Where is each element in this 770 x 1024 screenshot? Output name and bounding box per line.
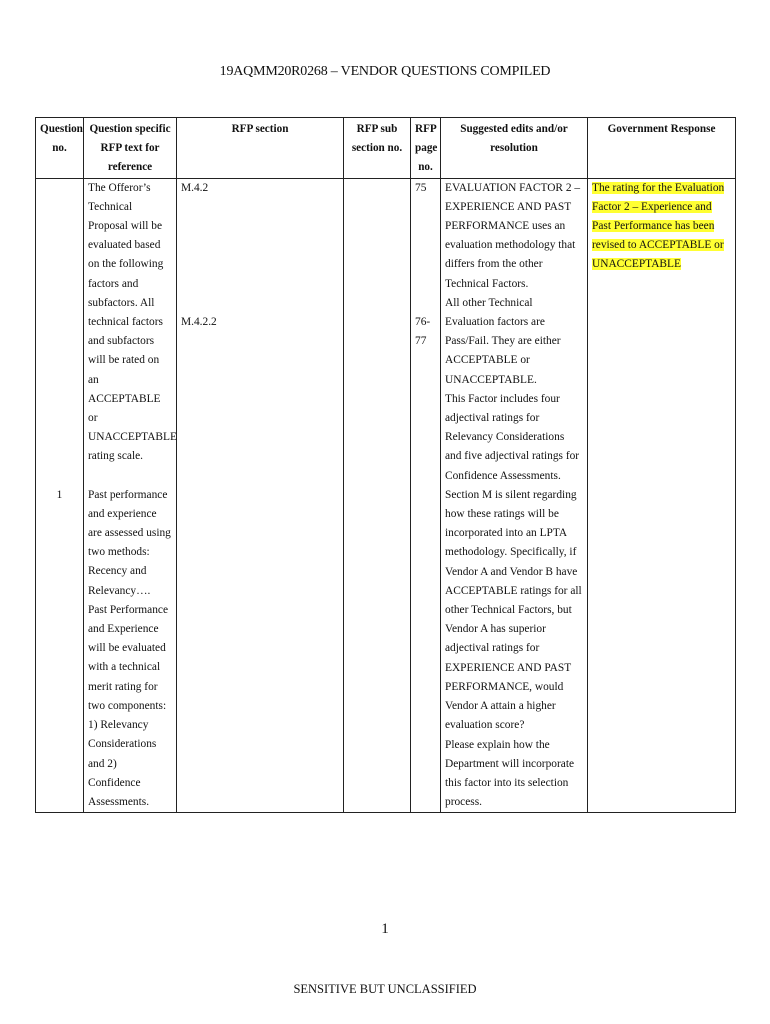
header-suggested-edits: Suggested edits and/or resolution: [441, 118, 588, 179]
classification-footer: SENSITIVE BUT UNCLASSIFIED: [293, 982, 477, 996]
header-rfp-page: RFP page no.: [411, 118, 441, 179]
questions-table: [35, 117, 736, 813]
suggested-edits-paragraph: This Factor includes four adjectival ratings for Relevancy Considerations and five adjectival ratings for Confidence Assessments.: [445, 392, 580, 482]
page-title: 19AQMM20R0268 – VENDOR QUESTIONS COMPILED: [219, 64, 551, 79]
rfp-text-paragraph: 1) Relevancy Considerations: [88, 719, 157, 751]
suggested-edits-paragraph: EVALUATION FACTOR 2 – EXPERIENCE AND PAST PERFORMANCE uses an evaluation methodology that differs from the other Technical Factors.: [445, 181, 581, 290]
rfp-sub-section-cell: [344, 178, 411, 813]
rfp-section-ref: M.4.2.2: [181, 315, 217, 328]
suggested-edits-paragraph: Section M is silent regarding how these ratings will be incorporated into an LPTA methodology. Specifically, if Vendor A and Vendor B have ACCEPTABLE ratings for all other Technical Factors, but Vendor A has superior adjectival ratings for EXPERIENCE AND PAST PERFORMANCE, would Vendor A attain a higher evaluation score?: [445, 488, 582, 732]
header-rfp-sub-section: RFP sub section no.: [344, 118, 411, 179]
rfp-page-ref: 76-77: [415, 315, 431, 348]
suggested-edits-paragraph: All other Technical Evaluation factors are Pass/Fail. They are either ACCEPTABLE or UNACCEPTABLE.: [445, 296, 561, 386]
rfp-text-cell: [84, 178, 177, 813]
rfp-text-paragraph: Past Performance and Experience will be evaluated with a technical merit rating for two components:: [88, 603, 169, 712]
rfp-page-ref: 75: [415, 181, 427, 194]
header-question-no: Question no.: [36, 118, 84, 179]
rfp-section-ref: M.4.2: [181, 181, 209, 194]
header-government-response: Government Response: [588, 118, 736, 179]
rfp-text-paragraph: Past performance and experience are assessed using two methods: Recency and Relevancy….: [88, 488, 171, 597]
rfp-text-paragraph: and 2) Confidence Assessments.: [88, 757, 150, 808]
rfp-section-cell: [177, 178, 344, 813]
suggested-edits-cell: [441, 178, 588, 813]
table-row: [36, 178, 736, 813]
government-response-cell: [588, 178, 736, 813]
table-header-row: [36, 118, 736, 179]
header-rfp-section: RFP section: [177, 118, 344, 179]
header-question-text: Question specific RFP text for reference: [84, 118, 177, 179]
rfp-text-paragraph: The Offeror’s Technical Proposal will be evaluated based on the following factors and subfactors. All technical factors and subfactors will be rated on an ACCEPTABLE or UNACCEPTABLE rating scale.: [88, 181, 177, 463]
rfp-page-cell: [411, 178, 441, 813]
page-number: 1: [381, 921, 389, 937]
question-number-cell: 1: [36, 178, 84, 813]
government-response-text: The rating for the Evaluation Factor 2 – Experience and Past Performance has been revised to ACCEPTABLE or UNACCEPTABLE: [592, 181, 725, 271]
suggested-edits-paragraph: Please explain how the Department will incorporate this factor into its selection process.: [445, 738, 575, 809]
